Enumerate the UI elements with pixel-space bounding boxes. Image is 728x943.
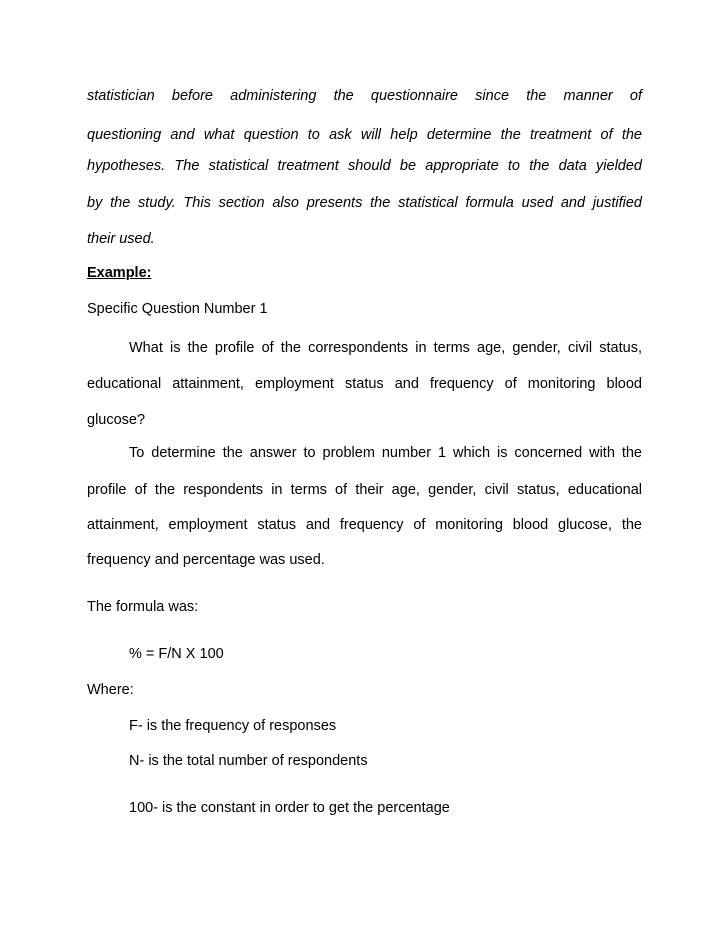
answer-line-4: frequency and percentage was used.	[87, 552, 325, 568]
intro-line-3: hypotheses. The statistical treatment should be appropriate to the data yielded	[87, 158, 642, 174]
question-line-2: educational attainment, employment status and frequency of monitoring blood	[87, 376, 642, 392]
question-line-3: glucose?	[87, 412, 146, 428]
intro-line-4: by the study. This section also presents the statistical formula used and justified	[87, 195, 642, 211]
example-heading: Example:	[87, 265, 152, 281]
where-label: Where:	[87, 682, 134, 698]
answer-line-2: profile of the respondents in terms of their age, gender, civil status, educational	[87, 482, 642, 498]
specific-question-label: Specific Question Number 1	[87, 301, 268, 317]
intro-line-2: questioning and what question to ask will help determine the treatment of the	[87, 127, 642, 143]
definition-frequency: F- is the frequency of responses	[129, 718, 337, 734]
formula-intro: The formula was:	[87, 599, 199, 615]
answer-line-3: attainment, employment status and frequency of monitoring blood glucose, the	[87, 517, 642, 533]
definition-total: N- is the total number of respondents	[129, 753, 368, 769]
question-line-1: What is the profile of the correspondents in terms age, gender, civil status,	[129, 340, 642, 356]
answer-line-1: To determine the answer to problem number 1 which is concerned with the	[129, 445, 642, 461]
intro-line-1: statistician before administering the questionnaire since the manner of	[87, 88, 642, 104]
formula: % = F/N X 100	[129, 646, 224, 662]
definition-constant: 100- is the constant in order to get the percentage	[129, 800, 450, 816]
intro-line-5: their used.	[87, 231, 155, 247]
